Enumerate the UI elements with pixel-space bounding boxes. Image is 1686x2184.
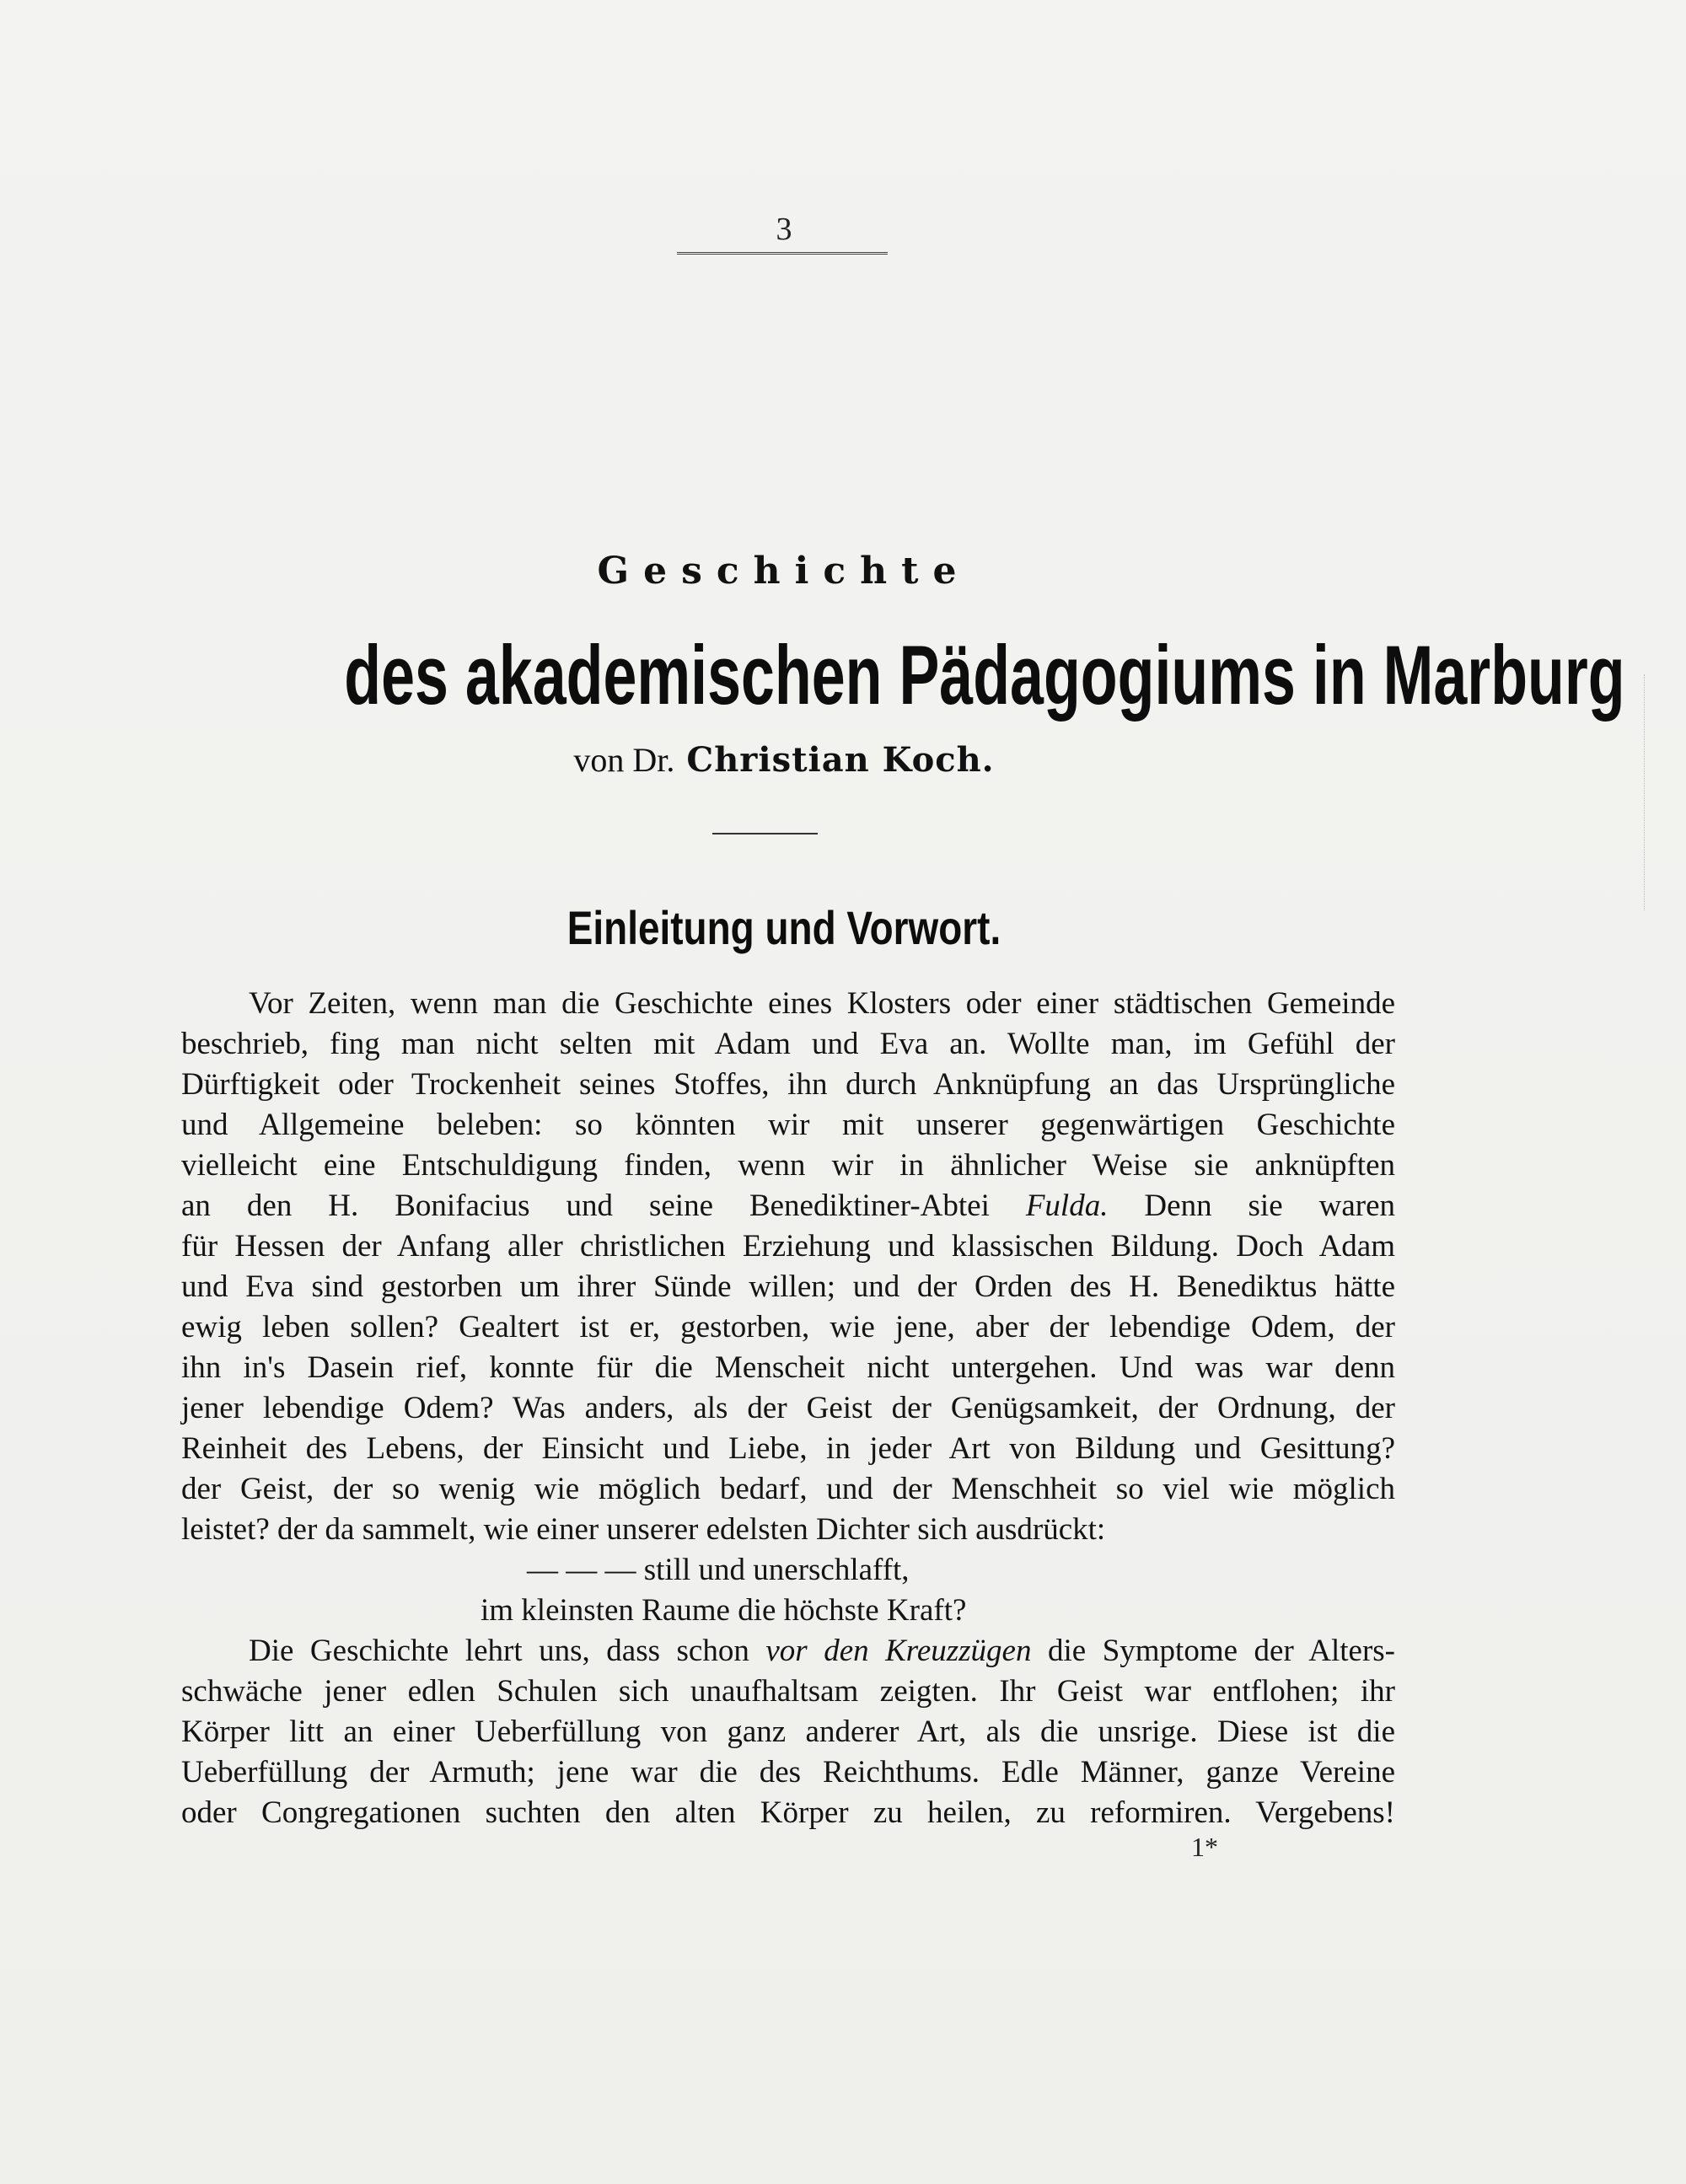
body-line: Dürftigkeit oder Trockenheit seines Stoffes, ihn durch Anknüpfung an das Ursprüngliche [181,1067,1395,1102]
body-line: ewig leben sollen? Gealtert ist er, gestorben, wie jene, aber der lebendige Odem, der [181,1310,1395,1344]
body-line: ihn in's Dasein rief, konnte für die Menscheit nicht untergehen. Und was war denn [181,1350,1395,1385]
body-line-part: an den H. Bonifacius und seine Benediktiner-Abtei [181,1189,990,1223]
verse-line: im kleinsten Raume die höchste Kraft? [481,1593,967,1628]
italic-phrase: vor den Kreuzzügen [765,1634,1032,1668]
body-line-part: die Symptome der Alters- [1047,1634,1395,1668]
body-line: vielleicht eine Entschuldigung finden, wenn wir in ähnlicher Weise sie anknüpften [181,1148,1395,1183]
body-line: und Allgemeine beleben: so könnten wir mit unserer gegenwärtigen Geschichte [181,1108,1395,1142]
title-line-2: des akademischen Pädagogiums in Marburg [344,629,1625,722]
body-line: beschrieb, fing man nicht selten mit Adam und Eva an. Wollte man, im Gefühl der [181,1027,1395,1061]
section-title: Einleitung und Vorwort. [566,901,1001,954]
body-text [181,984,1395,1833]
title-line-1: Geschichte [597,550,971,593]
byline-prefix: von Dr. [573,741,675,779]
body-line: schwäche jener edlen Schulen sich unaufhaltsam zeigten. Ihr Geist war entflohen; ihr [181,1674,1395,1709]
body-line: und Eva sind gestorben um ihrer Sünde willen; und der Orden des H. Benediktus hätte [181,1269,1395,1304]
body-line: leistet? der da sammelt, wie einer unserer edelsten Dichter sich ausdrückt: [181,1512,1106,1547]
body-line-composite [181,1631,1395,1672]
body-line: jener lebendige Odem? Was anders, als der Geist der Genügsamkeit, der Ordnung, der [181,1391,1395,1425]
title-rule [712,833,818,834]
author-name: Christian Koch. [686,740,995,780]
body-line: oder Congregationen suchten den alten Körper zu heilen, zu reformiren. Vergebens! [181,1795,1395,1830]
signature-mark: 1* [1191,1832,1218,1862]
header-rule [677,252,888,255]
body-line-composite [181,1186,1395,1226]
body-line: Körper litt an einer Ueberfüllung von ganz anderer Art, als die unsrige. Diese ist die [181,1714,1395,1749]
body-line-part: Die Geschichte lehrt uns, dass schon [249,1634,749,1668]
page-number: 3 [776,212,792,247]
margin-mark [1644,674,1662,910]
body-line-part: Denn sie waren [1144,1189,1395,1223]
verse-line: — — — still und unerschlafft, [527,1553,910,1587]
byline [0,740,1568,780]
body-line: Vor Zeiten, wenn man die Geschichte eines Klosters oder einer städtischen Gemeinde [249,986,1395,1021]
body-line: der Geist, der so wenig wie möglich bedarf, und der Menschheit so viel wie möglich [181,1472,1395,1506]
place-name-italic: Fulda. [1025,1189,1109,1223]
body-line: Reinheit des Lebens, der Einsicht und Liebe, in jeder Art von Bildung und Gesittung? [181,1431,1395,1466]
body-line: für Hessen der Anfang aller christlichen Erziehung und klassischen Bildung. Doch Adam [181,1229,1395,1264]
body-line: Ueberfüllung der Armuth; jene war die des Reichthums. Edle Männer, ganze Vereine [181,1755,1395,1790]
